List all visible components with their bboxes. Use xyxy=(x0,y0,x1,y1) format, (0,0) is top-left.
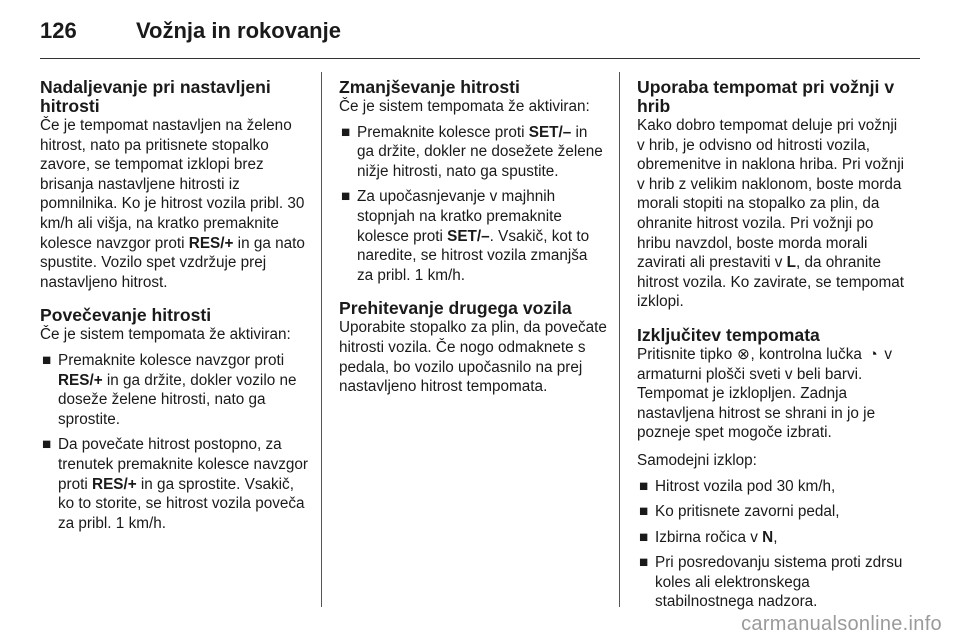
section-heading: Zmanjševanje hitrosti xyxy=(339,77,520,97)
bullet-list xyxy=(40,351,308,533)
paragraph: Uporabite stopalko za plin, da povečate hitrosti vozila. Če nogo odmaknete s pedala, bo vozilo upočasnilo na prej nastavljeno hitrost tempomata. xyxy=(339,319,607,396)
control-label: SET/– xyxy=(528,123,572,141)
gear-label: N xyxy=(762,528,774,546)
bullet-icon: ■ xyxy=(639,477,649,495)
bullet-icon: ■ xyxy=(639,503,649,521)
text: Ko pritisnete zavorni pedal, xyxy=(655,503,840,521)
paragraph xyxy=(637,116,907,312)
column-3 xyxy=(637,78,907,626)
section-resume-speed xyxy=(40,78,308,292)
list-item xyxy=(637,553,907,612)
paragraph xyxy=(40,116,308,292)
text: , kontrolna lučka xyxy=(750,345,867,363)
control-label: RES/+ xyxy=(58,371,103,389)
text: Če je tempomat nastavljen na želeno hitrost, nato pa pritisnete stopalko zavore, se tempomat izklopi brez brisanja nastavljene hitrosti iz pomnilnika. Ko je hitrost vozila pribl. 30 km/h ali višja, na kratko premaknite kolesce navzgor proti xyxy=(40,117,305,252)
page-header xyxy=(40,18,920,58)
list-item xyxy=(40,435,308,533)
text: in ga držite, dokler ne dosežete želene nižje hitrosti, nato ga spustite. xyxy=(357,123,603,180)
section-heading: Povečevanje hitrosti xyxy=(40,305,212,326)
text: Pri posredovanju sistema proti zdrsu koles ali elektronskega stabilnostnega nadzora. xyxy=(655,554,903,611)
text: Premaknite kolesce proti xyxy=(357,123,529,141)
section-increase-speed xyxy=(40,306,308,533)
bullet-icon: ■ xyxy=(341,188,351,206)
text: , xyxy=(773,528,778,546)
bullet-icon: ■ xyxy=(639,554,649,572)
column-divider-2 xyxy=(619,72,620,607)
control-label: SET/– xyxy=(447,227,490,245)
paragraph: Če je sistem tempomata že aktiviran: xyxy=(40,326,291,344)
list-item xyxy=(637,528,907,548)
text: in ga držite, dokler vozilo ne doseže želene hitrosti, nato ga sprostite. xyxy=(58,371,297,428)
text: v armaturni plošči sveti v beli barvi. Tempomat je izklopljen. Zadnja nastavljena hitrost se shrani in jo je pozneje spet mogoče izbrati. xyxy=(637,345,893,442)
bullet-icon: ■ xyxy=(42,436,52,454)
bullet-icon: ■ xyxy=(639,528,649,546)
list-item xyxy=(637,502,907,522)
control-label: RES/+ xyxy=(92,475,137,493)
section-decrease-speed xyxy=(339,78,607,285)
text: . Vsakič, kot to naredite, se hitrost vozila zmanjša za pribl. 1 km/h. xyxy=(357,227,590,284)
section-heading: Nadaljevanje pri nastavljeni hitrosti xyxy=(40,77,271,116)
page-number: 126 xyxy=(40,18,77,43)
text: , da ohranite hitrost vozila. Ko zavirate, se tempomat izklopi. xyxy=(637,254,904,311)
list-item xyxy=(339,123,607,182)
bullet-icon: ■ xyxy=(42,351,52,369)
list-item xyxy=(40,351,308,429)
text: Premaknite kolesce navzgor proti xyxy=(58,351,285,369)
text: in ga sprostite. Vsakič, ko to storite, se hitrost vozila poveča za pribl. 1 km/h. xyxy=(58,475,305,532)
header-rule xyxy=(40,58,920,59)
text: Pritisnite tipko xyxy=(637,345,737,363)
section-heading: Prehitevanje drugega vozila xyxy=(339,298,572,319)
bullet-list xyxy=(637,477,907,613)
section-heading: Uporaba tempomat pri vožnji v hrib xyxy=(637,77,895,116)
text: Za upočasnjevanje v majhnih stopnjah na kratko premaknite kolesce proti xyxy=(357,188,562,245)
list-item xyxy=(339,187,607,285)
control-label: RES/+ xyxy=(188,234,234,252)
text: Izbirna ročica v xyxy=(655,528,763,546)
text: Da povečate hitrost postopno, za trenutek premaknite kolesce navzgor proti xyxy=(58,436,308,493)
paragraph: Samodejni izklop: xyxy=(637,451,757,469)
list-item xyxy=(637,477,907,497)
section-switch-off xyxy=(637,326,907,612)
watermark: carmanualsonline.info xyxy=(741,613,942,635)
text: in ga nato spustite. Vozilo spet vzdržuje prej nastavljeno hitrost. xyxy=(40,234,305,291)
bullet-icon: ■ xyxy=(341,123,351,141)
column-2 xyxy=(339,78,607,411)
paragraph: Če je sistem tempomata že aktiviran: xyxy=(339,98,590,115)
cruise-control-indicator-icon: ◔ xyxy=(868,345,878,363)
section-hill-driving xyxy=(637,78,907,312)
cruise-off-button-icon: ⊗ xyxy=(737,345,750,363)
bullet-list xyxy=(339,123,607,286)
column-divider-1 xyxy=(321,72,322,607)
section-heading: Izključitev tempomata xyxy=(637,324,820,345)
text: Kako dobro tempomat deluje pri vožnji v hrib, je odvisno od hitrosti vozila, obremenitve in naklona hriba. Pri vožnji v hrib z velikim naklonom, boste morda morali stopiti na stopalko za plin, da ohranite hitrost vozila. Pri vožnji po hribu navzdol, boste morda morali zavirati ali prestaviti v xyxy=(637,117,904,272)
section-overtaking xyxy=(339,299,607,396)
paragraph xyxy=(637,345,907,443)
column-1 xyxy=(40,78,308,547)
gear-label: L xyxy=(786,254,796,272)
page-title: Vožnja in rokovanje xyxy=(136,18,341,43)
text: Hitrost vozila pod 30 km/h, xyxy=(655,477,836,495)
